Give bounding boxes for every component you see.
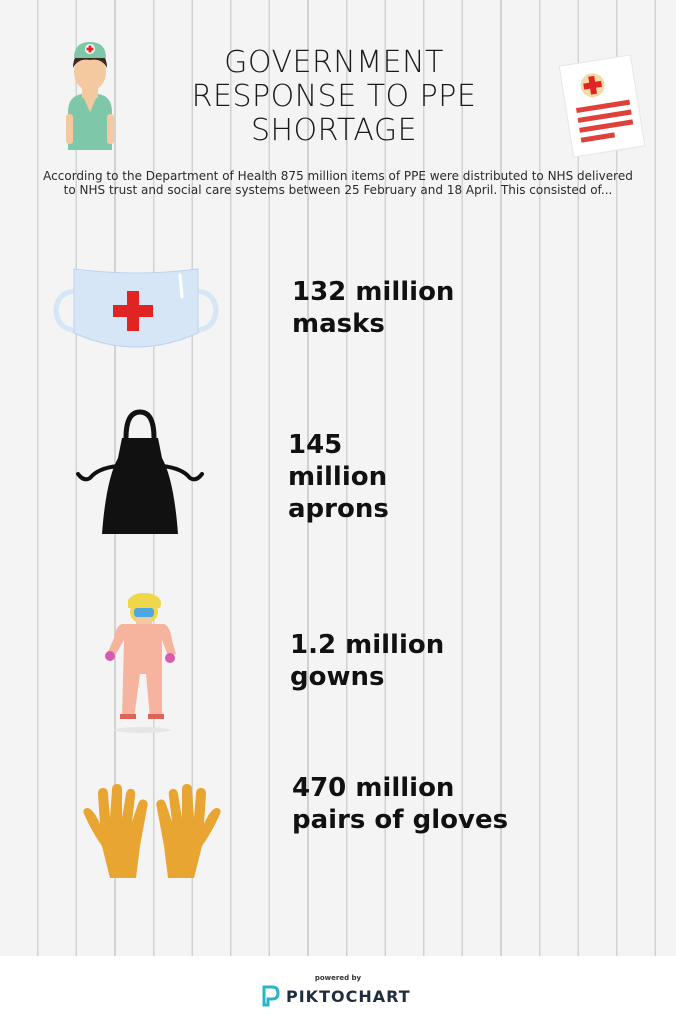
- piktochart-logo[interactable]: [262, 985, 411, 1007]
- protective-gown-icon: [100, 590, 176, 734]
- stat-masks: [292, 276, 454, 340]
- nurse-icon: [60, 38, 120, 150]
- title-line-3: SHORTAGE: [250, 113, 418, 148]
- stat-aprons: [288, 429, 389, 525]
- stat-gloves-line-2: pairs of gloves: [292, 805, 509, 835]
- stat-gloves: [292, 772, 508, 836]
- page-title: [120, 46, 548, 148]
- stat-masks-line-2: masks: [292, 309, 385, 339]
- stat-gowns-line-1: 1.2 million: [290, 630, 445, 660]
- stat-gowns-line-2: gowns: [290, 662, 385, 692]
- title-line-1: GOVERNMENT: [224, 45, 444, 80]
- apron-icon: [76, 408, 204, 536]
- piktochart-mark-icon: [262, 985, 280, 1007]
- title-line-2: RESPONSE TO PPE: [191, 79, 477, 114]
- powered-by-label: powered by: [314, 974, 362, 982]
- gloves-icon: [80, 784, 224, 880]
- stat-aprons-line-3: aprons: [288, 494, 389, 524]
- face-mask-icon: [52, 263, 220, 353]
- medical-report-icon: [556, 52, 648, 160]
- stat-aprons-line-2: million: [288, 462, 388, 492]
- stat-gloves-line-1: 470 million: [292, 773, 455, 803]
- stat-gowns: [290, 629, 444, 693]
- stat-masks-line-1: 132 million: [292, 277, 455, 307]
- brand-name: PIKTOCHART: [286, 986, 411, 1006]
- stat-aprons-line-1: 145: [288, 430, 343, 460]
- intro-paragraph: According to the Department of Health 875 million items of PPE were distributed to NHS delivered to NHS trust and social care systems between 25 February and 18 April. This consisted of...: [43, 169, 633, 197]
